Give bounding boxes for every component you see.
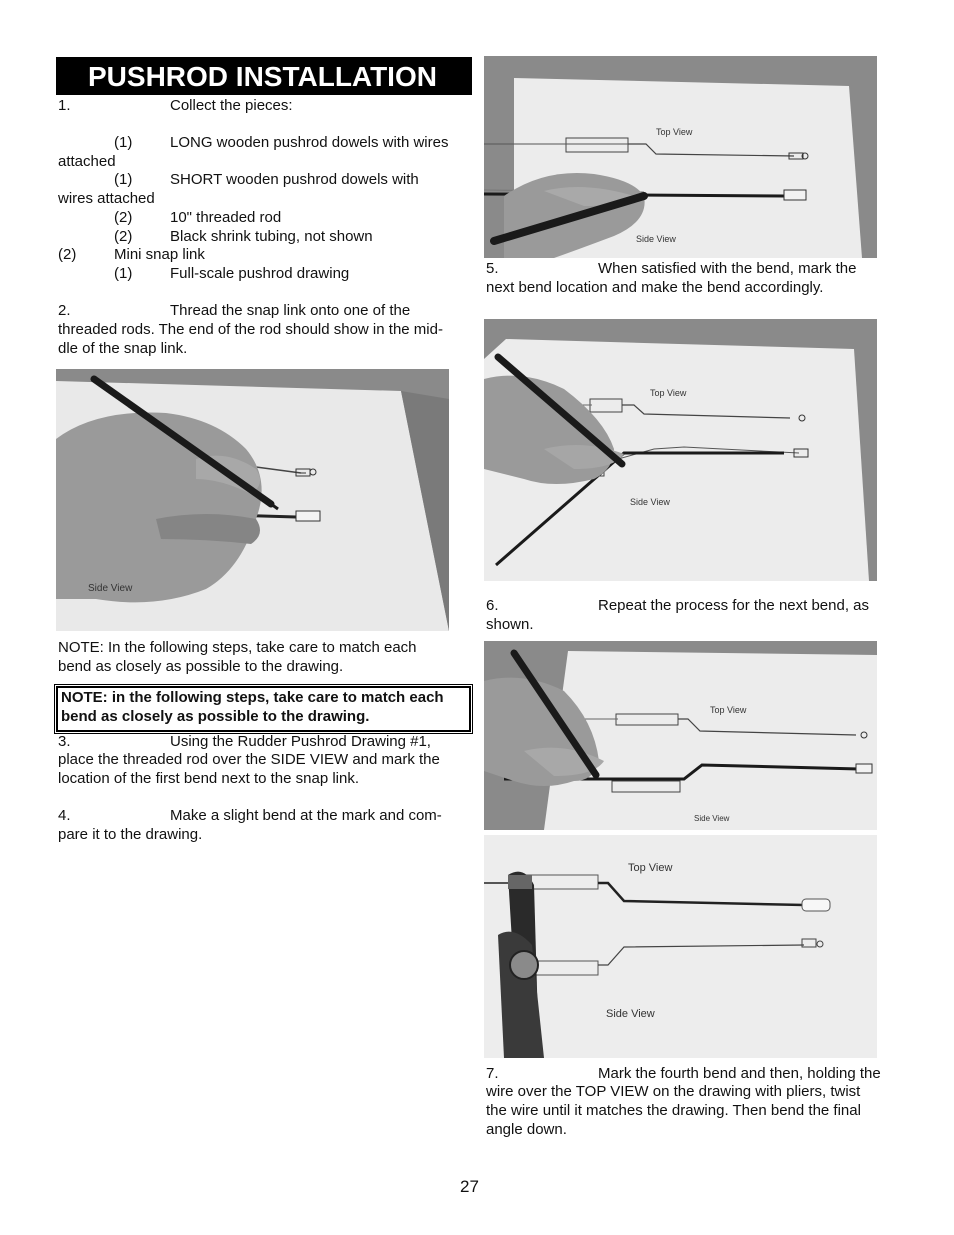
step-2-text: Thread the snap link onto one of the <box>170 302 411 319</box>
photo-5-top-view-label: Top View <box>628 862 673 874</box>
photo-step-2 <box>56 369 449 631</box>
step-5-text: next bend location and make the bend accordingly. <box>486 279 824 296</box>
item-qty: (2) <box>114 228 133 245</box>
step-3-text: location of the first bend next to the snap link. <box>58 770 360 787</box>
step-2-number: 2. <box>58 302 71 319</box>
photo-2-top-view-label: Top View <box>656 127 693 137</box>
note-plain-text: NOTE: In the following steps, take care to match each <box>58 639 417 656</box>
step-4-number: 4. <box>58 807 71 824</box>
photo-step-6 <box>484 641 877 830</box>
item-text: 10" threaded rod <box>170 209 282 226</box>
item-qty: (2) <box>114 209 133 226</box>
step-1-number: 1. <box>58 97 71 114</box>
item-text-cont: attached <box>58 153 116 170</box>
step-4-text: pare it to the drawing. <box>58 826 203 843</box>
note-box-line: bend as closely as possible to the drawing. <box>61 707 370 725</box>
step-4-text: Make a slight bend at the mark and com- <box>170 807 442 824</box>
note-plain-text: bend as closely as possible to the drawing. <box>58 658 344 675</box>
step-1-text: Collect the pieces: <box>170 97 293 114</box>
item-text-cont: wires attached <box>58 190 155 207</box>
step-5-number: 5. <box>486 260 499 277</box>
page-title: PUSHROD INSTALLATION <box>88 61 437 92</box>
step-6-number: 6. <box>486 597 499 614</box>
item-text: Full-scale pushrod drawing <box>170 265 350 282</box>
step-7-text: the wire until it matches the drawing. Then bend the final <box>486 1102 861 1119</box>
step-7-text: angle down. <box>486 1121 567 1138</box>
item-qty: (2) <box>58 246 77 263</box>
step-3-text: place the threaded rod over the SIDE VIEW and mark the <box>58 751 440 768</box>
step-6-text: Repeat the process for the next bend, as <box>598 597 870 614</box>
step-3-number: 3. <box>58 733 71 750</box>
step-7-number: 7. <box>486 1065 499 1082</box>
photo-4-top-view-label: Top View <box>710 705 747 715</box>
photo-3-side-view-label: Side View <box>630 497 670 507</box>
photo-5-side-view-label: Side View <box>606 1008 655 1020</box>
photo-step-4 <box>484 56 877 258</box>
note-box <box>56 686 471 732</box>
item-text: Mini snap link <box>114 246 205 263</box>
item-qty: (1) <box>114 265 133 282</box>
page-title-bar <box>56 57 472 95</box>
item-qty: (1) <box>114 134 133 151</box>
step-2-text: dle of the snap link. <box>58 340 188 357</box>
step-3-text: Using the Rudder Pushrod Drawing #1, <box>170 733 431 750</box>
photo-3-top-view-label: Top View <box>650 388 687 398</box>
step-2-text: threaded rods. The end of the rod should show in the mid- <box>58 321 443 338</box>
photo-4-side-view-label: Side View <box>694 814 730 823</box>
item-text: LONG wooden pushrod dowels with wires <box>170 134 449 151</box>
photo-step-7 <box>484 835 877 1058</box>
page-number: 27 <box>460 1177 479 1196</box>
photo-2-side-view-label: Side View <box>636 234 676 244</box>
photo-1-side-view-label: Side View <box>88 583 133 594</box>
item-qty: (1) <box>114 171 133 188</box>
step-7-text: wire over the TOP VIEW on the drawing with pliers, twist <box>486 1083 861 1100</box>
item-text: SHORT wooden pushrod dowels with <box>170 171 419 188</box>
photo-step-5 <box>484 319 877 581</box>
step-6-text: shown. <box>486 616 534 633</box>
note-box-line: NOTE: in the following steps, take care to match each <box>61 689 444 706</box>
step-5-text: When satisfied with the bend, mark the <box>598 260 857 277</box>
item-text: Black shrink tubing, not shown <box>170 228 373 245</box>
step-7-text: Mark the fourth bend and then, holding the <box>598 1065 881 1082</box>
